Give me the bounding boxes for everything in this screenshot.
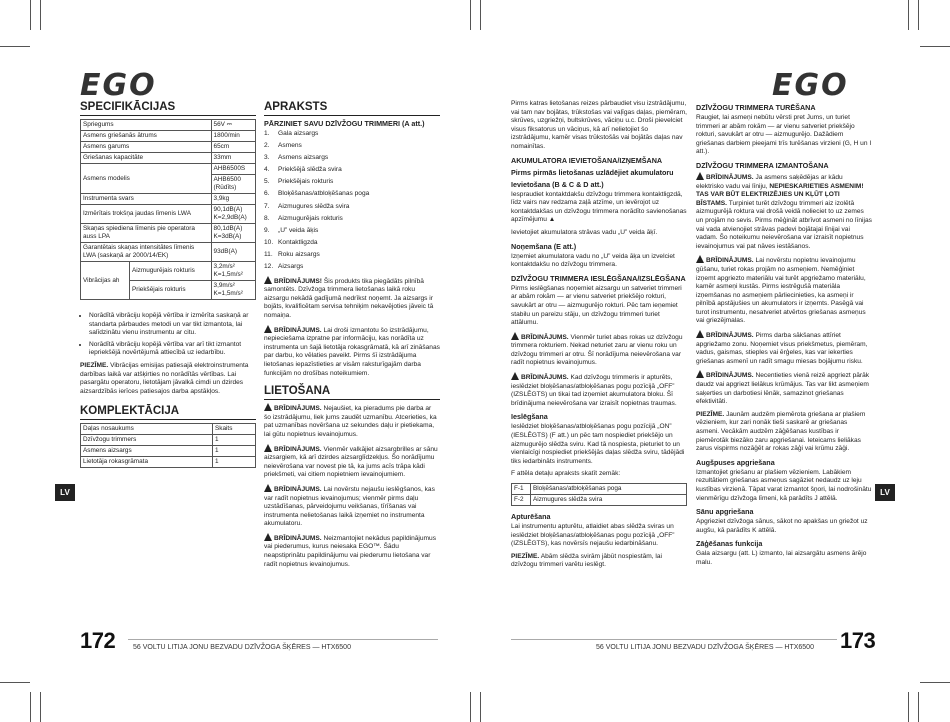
warning-block: BRĪDINĀJUMS. Lai novērstu nopietnu ievainojumu gūšanu, turiet rokas projām no asmeņiem. Nemēģiniet izņemt apgriezto materiālu vai turēt apgriežamo materiālu, kamēr asmeņi kustās. Pirms iestrēgušā materiāla izņemšanas no asmeņiem pārliecinieties, ka asmeņi ir pilnībā apstājušies un akumulators ir izņemts. Pasēgā vai turot instrumentu, nesatveriet atvērtos griešanas asmeņus vai griezējmalas. <box>696 257 866 325</box>
list-item: • Norādītā vibrāciju kopējā vērtība ir izmērīta saskaņā ar standarta pārbaudes metodi un var tikt izmantota, lai salīdzinātu vienu instrumentu ar citu. <box>89 312 256 338</box>
description-column <box>264 100 440 573</box>
table-row: Garantētais skaņas intensitātes līmenis LWA (saskaņā ar 2000/14/EK) 93dB(A) <box>81 243 256 262</box>
crop-mark <box>30 692 31 722</box>
crop-mark <box>908 0 909 30</box>
crop-mark <box>920 682 950 683</box>
warning-block: BRĪDINĀJUMS. Vienmēr turiet abas rokas uz dzīvžogu trimmera rokturiem. Nekad neturiet zaru ar vienu roku un dzīvžogu trimmeri ar otru. Šī norādījuma neievērošana var radīt nopietnus ievainojumus. <box>511 333 683 367</box>
table-row: Daļas nosaukums Skaits <box>81 424 256 435</box>
saw-heading: Zāģēšanas funkcija <box>696 539 763 549</box>
list-item: 12. Aizsargs <box>264 263 304 271</box>
warning-block: BRĪDINĀJUMS. Lai droši izmantotu šo izstrādājumu, nepieciešama izpratne par informāciju, kas norādīta uz instrumenta un šajā lietotāja rokasgrāmatā, kā arī zināšanas par darbu, ko vēlaties paveikt. Pirms šī izstrādājuma lietošanas iepazīstieties ar visām raksturīgajām darba funkcijām no drošības noteikumiem. <box>264 326 440 377</box>
switch-heading: DZĪVŽOGU TRIMMERA IESLĒGŠANA/IZSLĒGŠANA <box>511 273 686 283</box>
list-item: 3. Asmens aizsargs <box>264 154 329 162</box>
specs-note: PIEZĪME. Vibrācijas emisijas patiesajā elektroinstrumenta darbības laikā var atšķirties no norādītās vērtības. Lai pasargātu operatoru, lietotājam jāvalkā cimdi un dzirdes aizsardzībās ierīces patiesajos darba apstākļos. <box>80 361 249 395</box>
apraksts-subheading: PĀRZINIET SAVU DZĪVŽOGU TRIMMERI (A att.) <box>264 119 425 128</box>
warning-icon <box>696 330 704 338</box>
page-number: 172 <box>80 628 116 653</box>
crop-mark <box>918 0 919 30</box>
crop-mark <box>0 46 30 47</box>
table-row: Vibrācijas ah Aizmugurējais rokturis 3,2m/s² K=1,5m/s² <box>81 262 256 281</box>
side-trim-text: Apgrieziet dzīvžoga sānus, sākot no apakšas un griežot uz augšu, kā parādīts K attēlā. <box>696 518 868 534</box>
use-note: PIEZĪME. Jaunām audzēm piemērota griešana ar plašiem vēzieniem, kur zari nonāk tieši saskarē ar griešanas asmeni. Vecākām audzēm zāģēšanas kustības ir piemērotāk biezāko zaru apgriešanai. Ieteicams lieliākas zarus vispirms nozāģēt ar rokas zāģi vai krūmu zāģi. <box>696 410 866 453</box>
warning-icon <box>264 276 272 284</box>
crop-mark <box>480 692 481 722</box>
crop-mark <box>40 0 41 30</box>
specs-heading: SPECIFIKĀCIJAS <box>80 100 256 116</box>
crop-mark <box>30 0 31 30</box>
table-row: Asmens griešanās ātrums 1800/min <box>81 131 256 142</box>
saw-text: Gala aizsargu (att. L) izmanto, lai aizsargātu asmens ārējo malu. <box>696 550 867 566</box>
list-item: 2. Asmens <box>264 142 302 150</box>
on-heading: Ieslēgšana <box>511 412 548 422</box>
kit-table <box>80 423 256 468</box>
warning-block: BRĪDINĀJUMS. Lai novērstu nejaušu ieslēgšanos, kas var radīt nopietnus ievainojumus; vienmēr pirms daļu uzstādīšanas, pārveidojumu veikšanas, tīrīšanas vai instrumenta nelietošanas laikā izņemiet no instrumenta akumulatoru. <box>264 485 435 528</box>
warning-block: BRĪDINĀJUMS. Pirms darba sākšanas attīriet apgriežamo zonu. Noņemiet visus priekšmetus, piemēram, vadus, gaismas, stieples vai ērģeles, kas var iekerties griešanas asmenī un radīt smagu miesas bojājumu risku. <box>696 332 868 365</box>
page-footer: 56 VOLTU LITIJA JONU BEZVADU DZĪVŽOGA ŠĶĒRES — HTX6500 <box>596 644 814 651</box>
crop-mark <box>908 692 909 722</box>
warning-icon <box>696 172 704 180</box>
warning-icon <box>264 533 272 541</box>
ego-logo: EGO <box>772 68 849 103</box>
table-row: Instrumenta svars 3,9kg <box>81 194 256 205</box>
warning-icon <box>264 325 272 333</box>
warning-block: BRĪDINĀJUMS. Ja asmens saķēdējas ar kādu elektrisko vadu vai līniju, NEPIESKARIETIES ASMENIM! TAS VAR BŪT ELEKTRIZĒJIES UN KĻŪT ĻOTI BĪSTAMS. Turpiniet turēt dzīvžogu trimmeri aiz izolētā aizmugurējā roktura vai drošā veidā nolieciet to uz zemes un projām no sevis. Pirms mēģināt atbrīvot asmeni no līnijas vai vada atvienojiet strāvas padevi bojātajai līnijai vai vadam. Šo noteikumu neievērošana var izraisīt nopietnus ievainojumus vai pat nāves iestāšanos. <box>696 173 872 250</box>
warning-icon <box>511 332 519 340</box>
table-row: Dzīvžogu trimmers 1 <box>81 435 256 446</box>
stop-note: PIEZĪME. Abām slēdža svirām jābūt nospiestām, lai dzīvžogu trimmeri varētu ieslēgt. <box>511 552 662 569</box>
top-trim-heading: Augšpuses apgriešana <box>696 457 775 467</box>
warning-block: BRĪDINĀJUMS! Šis produkts tika piegādāts pilnībā samontēts. Dzīvžoga trimmera lietošanas laikā roku aizsargu nekādā gadījumā nedrīkst noņemt. Ja aizsargs ir bojāts, kvalificētam servisa tehniķim nekavējoties jāveic tā nomaiņa. <box>264 277 434 319</box>
apraksts-heading: APRAKSTS <box>264 100 440 116</box>
table-row: F-2 Aizmugures slēdža svira <box>512 495 687 506</box>
table-row: Asmens garums 65cm <box>81 142 256 153</box>
warning-icon <box>264 444 272 452</box>
stop-text: Lai instrumentu apturētu, atlaidiet abas slēdža sviras un ieslēdziet bloķēšanas/atbloķēšanas pogu pozīcijā „OFF” (IZSLĒGTS), kas novērsīs nejaušu iedarbināšanu. <box>511 523 675 548</box>
crop-mark <box>920 46 950 47</box>
warning-icon <box>264 484 272 492</box>
crop-mark <box>480 0 481 30</box>
specs-bullets <box>80 312 256 358</box>
top-trim-text: Izmantojiet griešanu ar plašiem vēzieniem. Labākiem rezultātiem griešanas asmeņus sagāziet nedaudz uz leju kustības virzienā. Tāpat varat izmantot šņori, lai nodrošinātu vienmērīgu dzīvžoga līmeni, kā parādīts J attēlā. <box>696 468 872 502</box>
crop-mark <box>470 692 471 722</box>
footer-rule <box>128 639 438 640</box>
parts-list <box>264 130 440 272</box>
usage-column <box>696 100 872 572</box>
table-row: Griešanas kapacitāte 33mm <box>81 153 256 164</box>
on-text: Ieslēdziet bloķēšanas/atbloķēšanas pogu pozīcijā „ON” (IESLĒGTS) (F att.) un pēc tam nospiediet priekšējo un aizmugurējo slēdža sviru. Kad tā nospiesta, pieturiet to un vienlaicīgi nospiediet priekšējās daļas slēdža sviru, tādējādi tiks iedarbināts instruments. <box>511 423 685 465</box>
warning-icon <box>696 255 704 263</box>
list-item: 1. Gala aizsargs <box>264 130 319 137</box>
charge-heading: Pirms pirmās lietošanas uzlādējiet akumulatoru <box>511 167 674 177</box>
ego-logo: EGO <box>80 68 157 103</box>
side-trim-heading: Sānu apgriešana <box>696 507 754 517</box>
list-item: 4. Priekšējā slēdža svira <box>264 166 342 174</box>
table-row: Spriegums 56V ⎓ <box>81 120 256 131</box>
page-number: 173 <box>840 628 876 653</box>
table-row: Asmens aizsargs 1 <box>81 446 256 457</box>
list-item: 7. Aizmugures slēdža svira <box>264 202 350 210</box>
battery-heading: AKUMULATORA IEVIETOŠANA/IZŅEMŠANA <box>511 155 663 165</box>
use-heading: DZĪVŽOGU TRIMMERA IZMANTOŠANA <box>696 160 829 170</box>
list-item: • Norādītā vibrāciju kopējā vērtība var arī tikt izmantot iepriekšējā novērtējumā attiecībā uz iedarbību. <box>89 341 256 358</box>
list-item: 8. Aizmugurējais rokturis <box>264 214 343 222</box>
insert-heading: Ievietošana (B & C & D att.) <box>511 179 604 189</box>
crop-mark <box>470 0 471 30</box>
language-tab: LV <box>55 484 75 501</box>
page-footer: 56 VOLTU LITIJA JONU BEZVADU DZĪVŽOGA ŠĶĒRES — HTX6500 <box>133 644 351 651</box>
hold-heading: DZĪVŽOGU TRIMMERA TURĒŠANA <box>696 103 816 112</box>
table-row: Lietotāja rokasgrāmata 1 <box>81 457 256 468</box>
specs-column <box>80 100 256 468</box>
list-item: 6. Bloķēšanas/atbloķēšanas poga <box>264 190 370 198</box>
warning-block: BRĪDINĀJUMS. Nejaušiet, ka pieradums pie darba ar šo izstrādājumu, liek jums zaudēt uzmanību. Atcerieties, ka pat uzmanības novēršana uz sekundes daļu ir pietiekama, lai gūtu nopietnus ievainojumus. <box>264 405 437 438</box>
insert-text: Iespraudiet kontaktdakšu dzīvžogu trimmera kontaktligzdā, līdz vairs nav redzama zaļā atzīme, un ievērojot uz kontaktdakšas un dzīvžogu trimmera norādīto savienošanas apzīmējumu ▲ <box>511 190 687 224</box>
language-tab: LV <box>875 484 895 501</box>
crop-mark <box>0 682 30 683</box>
table-row: Asmens modelis AHB6500S <box>81 164 256 175</box>
list-item: 11. Roku aizsargs <box>264 250 320 258</box>
list-item: 10. Kontaktligzda <box>264 238 318 246</box>
remove-text: Izņemiet akumulatora vadu no „U” veida āķa un izvelciet kontaktdakšu no dzīvžogu trimmera. <box>511 252 675 269</box>
hold-text: Raugiet, lai asmeņi nebūtu vērsti pret Jums, un turiet trimmeri ar abām rokām — ar vienu satveriet priekšējo rokturi, savukārt ar otru — aizmugurējo. Dažādiem griešanas darbiem pieejami trīs turēšanas virzieni (G, H un I att.). <box>696 114 872 156</box>
remove-heading: Noņemšana (E att.) <box>511 241 577 251</box>
table-row: Izmērītais trokšņa jaudas līmenis LWA 90,1dB(A) K=2,9dB(A) <box>81 205 256 224</box>
warning-block: BRĪDINĀJUMS. Neizmantojiet nekādus papildinājumus vai piederumus, kurus neiesaka EGO™. Šādu neapstiprinātu papildinājumu vai piederumu lietošana var radīt nopietnus ievainojumus. <box>264 534 436 568</box>
figure-caption: F attēla detaļu apraksts skatīt zemāk: <box>511 470 621 478</box>
table-row: AHB6500 (Rūdīts) <box>81 175 256 194</box>
specs-table <box>80 119 256 300</box>
table-row: F-1 Bloķēšanas/atbloķēšanas poga <box>512 484 687 495</box>
warning-block: BRĪDINĀJUMS. Vienmēr valkājiet aizsargbrilles ar sānu aizsargiem, kā arī dzirdes aizsarglīdzekļus. Šo norādījumu neievērošana var novest pie tā, ka jums acīs trāpa kādi priekšmeti, vai citiem nopietniem ievainojumiem. <box>264 445 438 479</box>
warning-block: BRĪDINĀJUMS. Necentieties vienā reizē apgriezt pārāk daudz vai apgriezt lielākus krūmājus. Tas var likt asmeņiem saķerties un darbotiesi lēnāk, samazinot griešanas efektivitāti. <box>696 372 870 406</box>
intro-text: Pirms katras lietošanas reizes pārbaudiet visu izstrādājumu, vai tam nav bojātas, trūkstošas vai vaļīgas daļas, piemēram, skrūves, uzgriežņi, bultskrūves, vāciņu u.c. Droši pievelciet visus fiksatorus un vāciņus, kā arī nelietojiet šo izstrādājumu, kamēr visas trūkstošās vai bojātās daļas nav nomainītas. <box>511 100 687 150</box>
warning-block: BRĪDINĀJUMS. Kad dzīvžogu trimmeris ir apturēts, ieslēdziet bloķēšanas/atbloķēšanas pogu pozīcijā „OFF” (IZSLĒGTS) un tikai tad izņemiet akumulatora bloku. Šī brīdinājuma neievērošana var izraisīt nopietnas traumas. <box>511 374 677 407</box>
warning-icon <box>264 403 272 411</box>
table-row: Priekšējais rokturis 3,9m/s² K=1,5m/s² <box>81 281 256 300</box>
warning-icon <box>696 370 704 378</box>
figure-table <box>511 483 687 506</box>
switch-text: Pirms ieslēgšanas noņemiet aizsargu un satveriet trimmeri ar abām rokām — ar vienu satveriet priekšējo rokturi, savukārt ar otru — aizmugurējo rokturi. Pēc tam ieņemiet stabilu un pareizu stāju, un dzīvžogu trimmeri turiet attālumu. <box>511 284 682 327</box>
battery-column <box>511 100 687 574</box>
crop-mark <box>40 692 41 722</box>
crop-mark <box>918 692 919 722</box>
table-row: Skaņas spiediena līmenis pie operatora auss LPA 80,1dB(A) K=3dB(A) <box>81 224 256 243</box>
warning-icon <box>511 372 519 380</box>
insert-text-2: Ievietojiet akumulatora strāvas vadu „U” veida āķī. <box>511 228 658 236</box>
stop-heading: Apturēšana <box>511 512 551 521</box>
kit-heading: KOMPLEKTĀCIJA <box>80 404 256 420</box>
list-item: 5. Priekšējais rokturis <box>264 178 334 186</box>
lietosana-heading: LIETOŠANA <box>264 384 440 400</box>
list-item: 9. „U” veida āķis <box>264 226 319 234</box>
footer-rule <box>511 639 837 640</box>
